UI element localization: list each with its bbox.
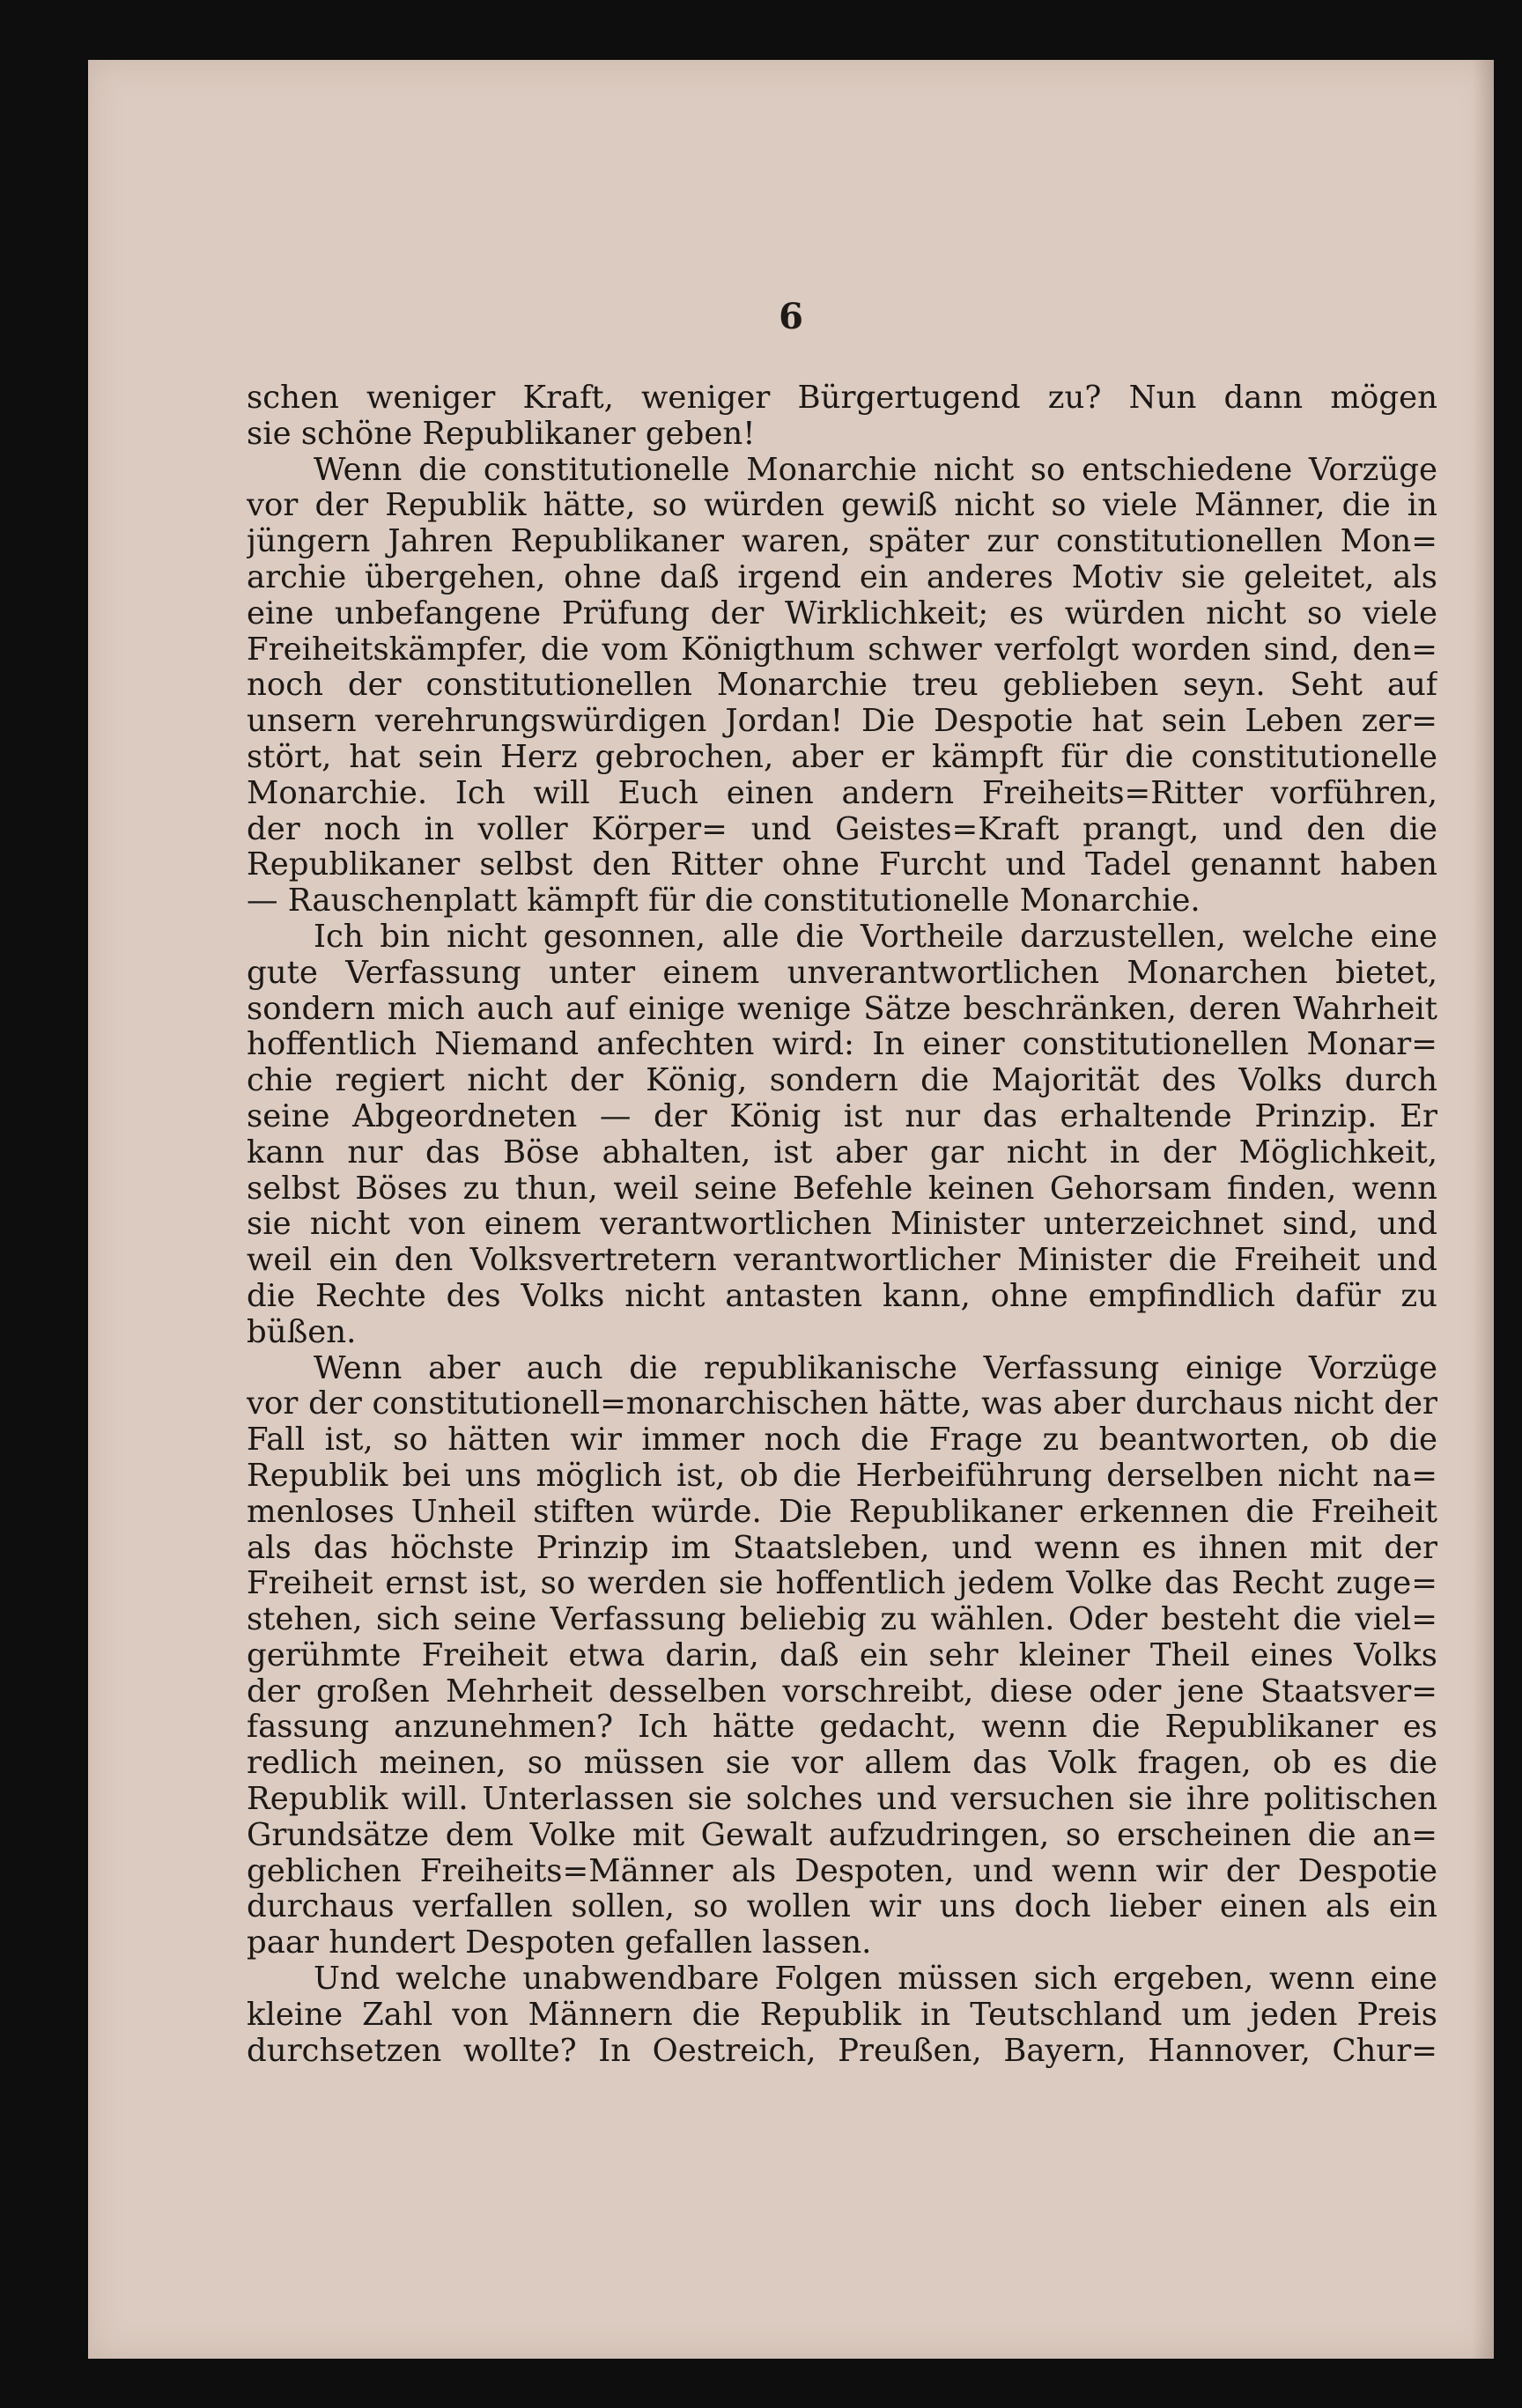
text-line: Grundsätze dem Volke mit Gewalt aufzudringen, so erscheinen die an=: [247, 1817, 1437, 1853]
paragraph-start-line: Wenn aber auch die republikanische Verfassung einige Vorzüge: [314, 1350, 1437, 1386]
page-number: 6: [779, 296, 803, 337]
text-line: Freiheitskämpfer, die vom Königthum schwer verfolgt worden sind, den=: [247, 632, 1437, 668]
text-line: durchaus verfallen sollen, so wollen wir uns doch lieber einen als ein: [247, 1889, 1437, 1925]
document-page: [88, 60, 1494, 2359]
text-line: büßen.: [247, 1314, 357, 1350]
text-line: schen weniger Kraft, weniger Bürgertugend zu? Nun dann mögen: [247, 380, 1437, 416]
text-line: gute Verfassung unter einem unverantwortlichen Monarchen bietet,: [247, 955, 1437, 991]
text-line: der großen Mehrheit desselben vorschreibt, diese oder jene Staatsver=: [247, 1673, 1437, 1710]
text-line: durchsetzen wollte? In Oestreich, Preußen, Bayern, Hannover, Chur=: [247, 2033, 1437, 2069]
paragraph-start-line: Wenn die constitutionelle Monarchie nicht so entschiedene Vorzüge: [314, 452, 1437, 488]
paragraph-start-line: Und welche unabwendbare Folgen müssen sich ergeben, wenn eine: [314, 1961, 1437, 1998]
text-line: Republikaner selbst den Ritter ohne Furcht und Tadel genannt haben: [247, 847, 1437, 883]
text-line: chie regiert nicht der König, sondern die Majorität des Volks durch: [247, 1063, 1437, 1099]
paragraph-start-line: Ich bin nicht gesonnen, alle die Vortheile darzustellen, welche eine: [314, 919, 1437, 955]
text-line: noch der constitutionellen Monarchie treu geblieben seyn. Seht auf: [247, 668, 1437, 704]
text-line: Freiheit ernst ist, so werden sie hoffentlich jedem Volke das Recht zuge=: [247, 1566, 1437, 1602]
text-line: der noch in voller Körper= und Geistes=Kraft prangt, und den die: [247, 811, 1437, 847]
text-line: fassung anzunehmen? Ich hätte gedacht, wenn die Republikaner es: [247, 1710, 1437, 1746]
text-line: unsern verehrungswürdigen Jordan! Die Despotie hat sein Leben zer=: [247, 704, 1437, 740]
text-line: — Rauschenplatt kämpft für die constitutionelle Monarchie.: [247, 883, 1201, 920]
text-line: geblichen Freiheits=Männer als Despoten, und wenn wir der Despotie: [247, 1853, 1437, 1889]
text-line: Fall ist, so hätten wir immer noch die Frage zu beantworten, ob die: [247, 1422, 1437, 1459]
text-line: stört, hat sein Herz gebrochen, aber er kämpft für die constitutionelle: [247, 739, 1437, 775]
text-line: seine Abgeordneten — der König ist nur das erhaltende Prinzip. Er: [247, 1098, 1437, 1134]
text-line: sondern mich auch auf einige wenige Sätze beschränken, deren Wahrheit: [247, 991, 1437, 1027]
text-line: weil ein den Volksvertretern verantwortlicher Minister die Freiheit und: [247, 1243, 1437, 1279]
text-line: kann nur das Böse abhalten, ist aber gar nicht in der Möglichkeit,: [247, 1134, 1437, 1171]
text-line: sie nicht von einem verantwortlichen Minister unterzeichnet sind, und: [247, 1207, 1437, 1243]
text-line: paar hundert Despoten gefallen lassen.: [247, 1925, 872, 1961]
text-line: vor der Republik hätte, so würden gewiß nicht so viele Männer, die in: [247, 488, 1437, 524]
page-gutter-shadow: [1473, 60, 1494, 2359]
text-line: selbst Böses zu thun, weil seine Befehle keinen Gehorsam finden, wenn: [247, 1171, 1437, 1207]
text-line: menloses Unheil stiften würde. Die Republikaner erkennen die Freiheit: [247, 1494, 1437, 1530]
text-line: hoffentlich Niemand anfechten wird: In einer constitutionellen Monar=: [247, 1027, 1437, 1063]
text-line: archie übergehen, ohne daß irgend ein anderes Motiv sie geleitet, als: [247, 559, 1437, 595]
body-text: [247, 380, 1437, 2069]
text-line: eine unbefangene Prüfung der Wirklichkeit; es würden nicht so viele: [247, 595, 1437, 632]
text-line: Republik will. Unterlassen sie solches und versuchen sie ihre politischen: [247, 1782, 1437, 1818]
text-line: die Rechte des Volks nicht antasten kann, ohne empfindlich dafür zu: [247, 1278, 1437, 1314]
text-line: Monarchie. Ich will Euch einen andern Freiheits=Ritter vorführen,: [247, 775, 1437, 811]
text-line: vor der constitutionell=monarchischen hätte, was aber durchaus nicht der: [247, 1386, 1437, 1422]
text-line: als das höchste Prinzip im Staatsleben, und wenn es ihnen mit der: [247, 1530, 1437, 1566]
text-line: sie schöne Republikaner geben!: [247, 416, 756, 452]
text-line: jüngern Jahren Republikaner waren, später zur constitutionellen Mon=: [247, 524, 1437, 560]
text-line: stehen, sich seine Verfassung beliebig zu wählen. Oder besteht die viel=: [247, 1602, 1437, 1638]
text-line: kleine Zahl von Männern die Republik in Teutschland um jeden Preis: [247, 1997, 1437, 2033]
text-line: redlich meinen, so müssen sie vor allem das Volk fragen, ob es die: [247, 1746, 1437, 1782]
text-line: Republik bei uns möglich ist, ob die Herbeiführung derselben nicht na=: [247, 1458, 1437, 1494]
text-line: gerühmte Freiheit etwa darin, daß ein sehr kleiner Theil eines Volks: [247, 1637, 1437, 1673]
